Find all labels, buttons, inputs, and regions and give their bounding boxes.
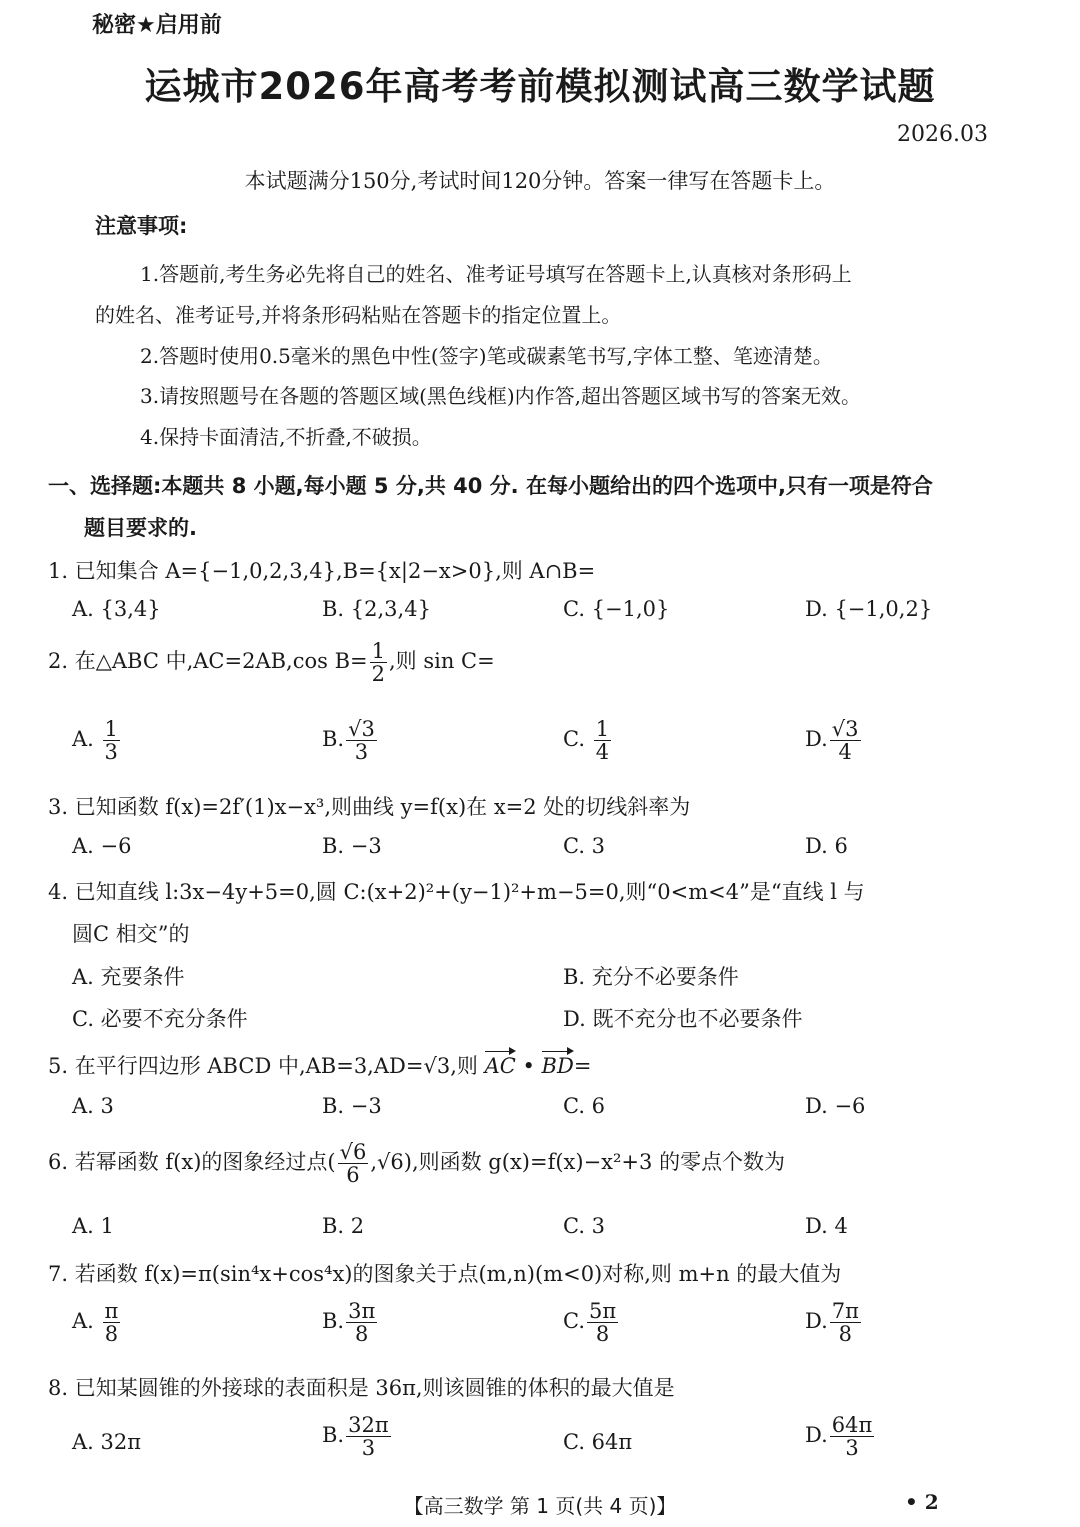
fraction-denominator: 8 [838, 1322, 853, 1347]
question-6-stem [48, 1141, 785, 1186]
fraction-denominator: 3 [845, 1436, 859, 1461]
q8-option-c: C. 64π [563, 1430, 633, 1454]
q7-option-c [563, 1300, 620, 1345]
q8-option-b [322, 1414, 393, 1459]
q2-option-b [322, 718, 379, 763]
q3-option-d: D. 6 [805, 834, 848, 858]
fraction-denominator: 2 [371, 662, 385, 687]
option-letter: D. [805, 1423, 828, 1448]
q5-option-c: C. 6 [563, 1094, 606, 1118]
fraction-numerator: 5π [589, 1299, 617, 1323]
notice-item: 2.答题时使用0.5毫米的黑色中性(签字)笔或碳素笔书写,字体工整、笔迹清楚。 [140, 344, 833, 368]
question-5-stem [48, 1050, 591, 1080]
q5-stem-text: 5. 在平行四边形 ABCD 中,AB=3,AD=√3,则 [48, 1054, 485, 1078]
notice-item: 3.请按照题号在各题的答题区域(黑色线框)内作答,超出答题区域书写的答案无效。 [140, 384, 862, 408]
fraction-numerator: 7π [831, 1299, 859, 1323]
option-letter: A. [72, 727, 94, 752]
q1-option-d: D. {−1,0,2} [805, 597, 933, 621]
q3-option-a: A. −6 [72, 834, 132, 858]
q4-option-c: C. 必要不充分条件 [72, 1007, 248, 1031]
option-letter: D. [805, 1309, 828, 1334]
fraction-numerator: 64π [831, 1413, 873, 1437]
q7-option-d [805, 1300, 863, 1345]
q7-option-b [322, 1300, 379, 1345]
q7-option-a [72, 1300, 122, 1345]
q3-option-b: B. −3 [322, 834, 382, 858]
fraction-numerator: 3π [348, 1299, 376, 1323]
q3-option-c: C. 3 [563, 834, 606, 858]
q5-option-d: D. −6 [805, 1094, 866, 1118]
fraction-denominator: 4 [595, 740, 610, 765]
q5-option-b: B. −3 [322, 1094, 382, 1118]
question-7-stem: 7. 若函数 f(x)=π(sin⁴x+cos⁴x)的图象关于点(m,n)(m<0)对称,则 m+n 的最大值为 [48, 1262, 842, 1286]
question-8-stem: 8. 已知某圆锥的外接球的表面积是 36π,则该圆锥的体积的最大值是 [48, 1376, 675, 1400]
fraction-denominator: 3 [361, 1436, 376, 1461]
notice-item: 的姓名、准考证号,并将条形码粘贴在答题卡的指定位置上。 [95, 303, 622, 327]
fraction-numerator: √3 [831, 717, 859, 741]
q6-option-d: D. 4 [805, 1214, 848, 1238]
fraction-numerator: √3 [348, 717, 375, 741]
fraction-numerator: 32π [348, 1413, 389, 1437]
q6-stem-end: ,√6),则函数 g(x)=f(x)−x²+3 的零点个数为 [370, 1150, 786, 1175]
q5-stem-end: = [573, 1054, 592, 1078]
fraction-denominator: 3 [354, 740, 369, 765]
q2-option-d [805, 718, 863, 763]
fraction-numerator: 1 [371, 639, 385, 663]
q6-option-b: B. 2 [322, 1214, 365, 1238]
page-mark: • 2 [905, 1490, 939, 1514]
q5-option-a: A. 3 [72, 1094, 114, 1118]
notice-item: 1.答题前,考生务必先将自己的姓名、准考证号填写在答题卡上,认真核对条形码上 [140, 262, 852, 286]
page-footer: 【高三数学 第 1 页(共 4 页)】 [403, 1494, 677, 1518]
dot-operator: • [515, 1054, 542, 1078]
q4-option-d: D. 既不充分也不必要条件 [563, 1007, 803, 1031]
q2-stem-text: 2. 在△ABC 中,AC=2AB,cos B= [48, 649, 368, 674]
q6-option-a: A. 1 [72, 1214, 114, 1238]
q8-option-a: A. 32π [72, 1430, 142, 1454]
q2-stem-text-end: ,则 sin C= [389, 649, 495, 674]
question-4-stem: 4. 已知直线 l:3x−4y+5=0,圆 C:(x+2)²+(y−1)²+m−5=0,则“0<m<4”是“直线 l 与 [48, 880, 865, 904]
question-2-stem [48, 640, 495, 685]
q6-stem-text: 6. 若幂函数 f(x)的图象经过点( [48, 1150, 336, 1175]
option-letter: D. [805, 727, 828, 752]
confidential-label: 秘密★启用前 [92, 13, 222, 38]
section-heading: 一、选择题:本题共 8 小题,每小题 5 分,共 40 分. 在每小题给出的四个选项中,只有一项是符合 [48, 474, 933, 498]
q1-option-b: B. {2,3,4} [322, 597, 431, 621]
fraction-denominator: 8 [104, 1322, 119, 1347]
notice-item: 4.保持卡面清洁,不折叠,不破损。 [140, 425, 432, 449]
option-letter: B. [322, 727, 345, 752]
fraction-numerator: 1 [595, 717, 610, 741]
question-4-stem-cont: 圆C 相交”的 [72, 922, 190, 946]
fraction-denominator: 6 [346, 1163, 360, 1188]
q1-option-c: C. {−1,0} [563, 597, 670, 621]
fraction-denominator: 8 [595, 1322, 610, 1347]
q1-option-a: A. {3,4} [72, 597, 161, 621]
exam-date: 2026.03 [897, 122, 988, 147]
fraction-denominator: 4 [838, 740, 852, 765]
option-letter: C. [563, 727, 585, 752]
q2-option-c [563, 718, 613, 763]
q4-option-b: B. 充分不必要条件 [563, 965, 739, 989]
notice-heading: 注意事项: [95, 214, 188, 238]
section-heading-cont: 题目要求的. [84, 516, 197, 540]
fraction-numerator: √6 [339, 1140, 367, 1164]
q2-fraction [370, 640, 387, 685]
option-letter: B. [322, 1423, 345, 1448]
vector-ac: AC [484, 1054, 516, 1078]
q4-option-a: A. 充要条件 [72, 965, 185, 989]
fraction-denominator: 8 [355, 1322, 369, 1347]
q8-option-d [805, 1414, 876, 1459]
q6-option-c: C. 3 [563, 1214, 606, 1238]
exam-intro: 本试题满分150分,考试时间120分钟。答案一律写在答题卡上。 [244, 169, 836, 193]
exam-title: 运城市2026年高考考前模拟测试高三数学试题 [144, 65, 936, 108]
fraction-denominator: 3 [104, 740, 118, 765]
question-1-stem: 1. 已知集合 A={−1,0,2,3,4},B={x|2−x>0},则 A∩B= [48, 559, 596, 583]
fraction-numerator: π [104, 1299, 119, 1323]
fraction-numerator: 1 [104, 717, 118, 741]
option-letter: B. [322, 1309, 345, 1334]
vector-bd: BD [541, 1054, 574, 1078]
option-letter: A. [72, 1309, 94, 1334]
q2-option-a [72, 718, 122, 763]
option-letter: C. [563, 1309, 585, 1334]
question-3-stem: 3. 已知函数 f(x)=2f′(1)x−x³,则曲线 y=f(x)在 x=2 处的切线斜率为 [48, 795, 691, 819]
